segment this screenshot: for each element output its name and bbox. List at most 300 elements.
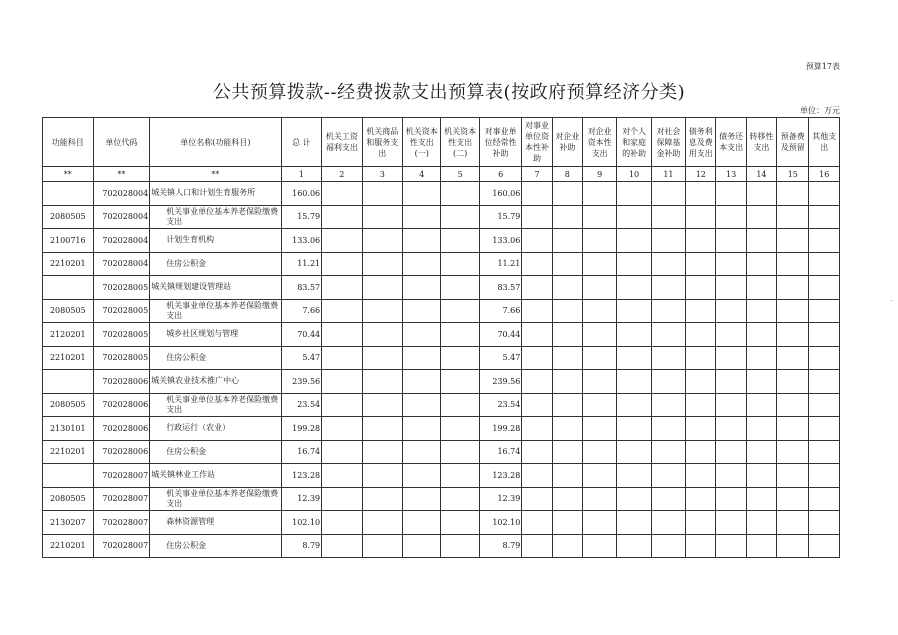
- unit-name-cell: 住房公积金: [150, 534, 281, 558]
- col-6-cell: 199.28: [479, 417, 521, 441]
- unit-name-cell: 机关事业单位基本养老保险缴费支出: [150, 205, 281, 229]
- total-cell: 8.79: [281, 534, 321, 558]
- col-10-cell: [617, 182, 651, 206]
- col-16-cell: [809, 205, 840, 229]
- col-15-cell: [777, 252, 809, 276]
- col-3-cell: [362, 276, 402, 300]
- col-8-cell: [552, 370, 582, 394]
- col-7-cell: [522, 487, 552, 511]
- function-code-cell: 2080505: [43, 299, 94, 323]
- table-row: [43, 440, 840, 464]
- col-7-cell: [522, 417, 552, 441]
- col-16-cell: [809, 487, 840, 511]
- col-3-cell: [362, 182, 402, 206]
- table-row: [43, 393, 840, 417]
- col-12-cell: [686, 511, 716, 535]
- col-5-cell: [441, 323, 479, 347]
- col-11-cell: [651, 252, 685, 276]
- col-16-cell: [809, 346, 840, 370]
- col-16-cell: [809, 464, 840, 488]
- col-5-cell: [441, 370, 479, 394]
- header-row: [43, 118, 840, 167]
- col-2-cell: [322, 393, 362, 417]
- function-code-cell: 2080505: [43, 487, 94, 511]
- column-index-0: **: [43, 167, 94, 182]
- col-9-cell: [583, 205, 617, 229]
- col-6-cell: 15.79: [479, 205, 521, 229]
- column-index-3: 1: [281, 167, 321, 182]
- col-7-cell: [522, 276, 552, 300]
- col-16-cell: [809, 534, 840, 558]
- col-3-cell: [362, 370, 402, 394]
- col-11-cell: [651, 464, 685, 488]
- col-13-cell: [716, 534, 746, 558]
- unit-name-cell: 城关镇林业工作站: [150, 464, 281, 488]
- col-3-cell: [362, 323, 402, 347]
- unit-code-cell: 702028005: [93, 323, 150, 347]
- column-header-13: 对社会保障基金补助: [651, 118, 685, 167]
- unit-name-cell: 森林资源管理: [150, 511, 281, 535]
- unit-code-cell: 702028005: [93, 346, 150, 370]
- col-3-cell: [362, 487, 402, 511]
- col-3-cell: [362, 440, 402, 464]
- col-10-cell: [617, 205, 651, 229]
- form-number: 预算17表: [805, 62, 840, 71]
- col-13-cell: [716, 182, 746, 206]
- table-row: [43, 511, 840, 535]
- col-7-cell: [522, 440, 552, 464]
- col-4-cell: [403, 276, 441, 300]
- col-13-cell: [716, 464, 746, 488]
- col-11-cell: [651, 487, 685, 511]
- unit-code-cell: 702028006: [93, 417, 150, 441]
- function-code-cell: 2210201: [43, 346, 94, 370]
- unit-code-cell: 702028004: [93, 252, 150, 276]
- col-11-cell: [651, 440, 685, 464]
- col-16-cell: [809, 370, 840, 394]
- function-code-cell: 2210201: [43, 534, 94, 558]
- col-12-cell: [686, 182, 716, 206]
- col-5-cell: [441, 464, 479, 488]
- col-8-cell: [552, 252, 582, 276]
- column-header-12: 对个人和家庭的补助: [617, 118, 651, 167]
- col-2-cell: [322, 323, 362, 347]
- col-3-cell: [362, 511, 402, 535]
- column-index-row: [43, 167, 840, 182]
- col-15-cell: [777, 370, 809, 394]
- column-header-2: 单位名称(功能科目): [150, 118, 281, 167]
- col-10-cell: [617, 323, 651, 347]
- col-12-cell: [686, 370, 716, 394]
- function-code-cell: 2100716: [43, 229, 94, 253]
- col-15-cell: [777, 511, 809, 535]
- col-3-cell: [362, 346, 402, 370]
- col-15-cell: [777, 464, 809, 488]
- col-3-cell: [362, 229, 402, 253]
- col-10-cell: [617, 464, 651, 488]
- col-12-cell: [686, 440, 716, 464]
- column-index-11: 9: [583, 167, 617, 182]
- table-row: [43, 534, 840, 558]
- column-index-7: 5: [441, 167, 479, 182]
- col-8-cell: [552, 346, 582, 370]
- col-2-cell: [322, 464, 362, 488]
- col-16-cell: [809, 511, 840, 535]
- col-10-cell: [617, 393, 651, 417]
- total-cell: 16.74: [281, 440, 321, 464]
- column-index-15: 13: [716, 167, 746, 182]
- total-cell: 11.21: [281, 252, 321, 276]
- total-cell: 70.44: [281, 323, 321, 347]
- function-code-cell: [43, 464, 94, 488]
- col-4-cell: [403, 487, 441, 511]
- col-12-cell: [686, 464, 716, 488]
- column-header-14: 债务利息及费用支出: [686, 118, 716, 167]
- unit-code-cell: 702028006: [93, 440, 150, 464]
- column-header-11: 对企业资本性支出: [583, 118, 617, 167]
- col-2-cell: [322, 370, 362, 394]
- unit-code-cell: 702028007: [93, 464, 150, 488]
- col-5-cell: [441, 534, 479, 558]
- col-2-cell: [322, 205, 362, 229]
- col-4-cell: [403, 534, 441, 558]
- table-row: [43, 276, 840, 300]
- column-index-6: 4: [403, 167, 441, 182]
- col-14-cell: [746, 464, 776, 488]
- total-cell: 199.28: [281, 417, 321, 441]
- col-14-cell: [746, 252, 776, 276]
- col-5-cell: [441, 182, 479, 206]
- col-11-cell: [651, 393, 685, 417]
- function-code-cell: [43, 182, 94, 206]
- col-7-cell: [522, 182, 552, 206]
- col-12-cell: [686, 487, 716, 511]
- col-4-cell: [403, 370, 441, 394]
- col-12-cell: [686, 393, 716, 417]
- col-5-cell: [441, 276, 479, 300]
- col-14-cell: [746, 276, 776, 300]
- function-code-cell: 2080505: [43, 205, 94, 229]
- col-5-cell: [441, 417, 479, 441]
- col-9-cell: [583, 534, 617, 558]
- col-5-cell: [441, 299, 479, 323]
- col-2-cell: [322, 511, 362, 535]
- col-11-cell: [651, 205, 685, 229]
- col-8-cell: [552, 417, 582, 441]
- col-11-cell: [651, 417, 685, 441]
- col-11-cell: [651, 534, 685, 558]
- col-9-cell: [583, 417, 617, 441]
- total-cell: 83.57: [281, 276, 321, 300]
- col-9-cell: [583, 299, 617, 323]
- col-8-cell: [552, 276, 582, 300]
- column-index-5: 3: [362, 167, 402, 182]
- col-10-cell: [617, 417, 651, 441]
- col-9-cell: [583, 323, 617, 347]
- col-6-cell: 102.10: [479, 511, 521, 535]
- unit-code-cell: 702028005: [93, 299, 150, 323]
- col-12-cell: [686, 346, 716, 370]
- table-row: [43, 205, 840, 229]
- col-9-cell: [583, 440, 617, 464]
- col-14-cell: [746, 346, 776, 370]
- unit-name-cell: 机关事业单位基本养老保险缴费支出: [150, 299, 281, 323]
- col-14-cell: [746, 205, 776, 229]
- total-cell: 239.56: [281, 370, 321, 394]
- col-10-cell: [617, 487, 651, 511]
- col-9-cell: [583, 252, 617, 276]
- column-index-18: 16: [809, 167, 840, 182]
- col-16-cell: [809, 252, 840, 276]
- col-12-cell: [686, 252, 716, 276]
- col-14-cell: [746, 511, 776, 535]
- budget-table: [42, 117, 840, 558]
- col-8-cell: [552, 205, 582, 229]
- column-index-14: 12: [686, 167, 716, 182]
- col-9-cell: [583, 182, 617, 206]
- table-row: [43, 182, 840, 206]
- unit-name-cell: 住房公积金: [150, 346, 281, 370]
- col-4-cell: [403, 299, 441, 323]
- col-13-cell: [716, 417, 746, 441]
- col-4-cell: [403, 229, 441, 253]
- function-code-cell: [43, 370, 94, 394]
- col-15-cell: [777, 346, 809, 370]
- col-7-cell: [522, 252, 552, 276]
- col-8-cell: [552, 534, 582, 558]
- col-10-cell: [617, 346, 651, 370]
- col-13-cell: [716, 299, 746, 323]
- col-8-cell: [552, 511, 582, 535]
- table-row: [43, 299, 840, 323]
- col-15-cell: [777, 182, 809, 206]
- col-6-cell: 160.06: [479, 182, 521, 206]
- col-6-cell: 7.66: [479, 299, 521, 323]
- column-header-18: 其他支出: [809, 118, 840, 167]
- unit-code-cell: 702028005: [93, 276, 150, 300]
- col-8-cell: [552, 487, 582, 511]
- col-14-cell: [746, 393, 776, 417]
- col-4-cell: [403, 511, 441, 535]
- col-8-cell: [552, 393, 582, 417]
- column-index-1: **: [93, 167, 150, 182]
- col-10-cell: [617, 511, 651, 535]
- col-3-cell: [362, 417, 402, 441]
- col-11-cell: [651, 370, 685, 394]
- function-code-cell: 2130101: [43, 417, 94, 441]
- col-15-cell: [777, 534, 809, 558]
- unit-name-cell: 城关镇人口和计划生育服务所: [150, 182, 281, 206]
- col-6-cell: 11.21: [479, 252, 521, 276]
- col-15-cell: [777, 323, 809, 347]
- col-7-cell: [522, 464, 552, 488]
- col-3-cell: [362, 393, 402, 417]
- col-15-cell: [777, 487, 809, 511]
- col-9-cell: [583, 229, 617, 253]
- col-16-cell: [809, 182, 840, 206]
- table-row: [43, 487, 840, 511]
- col-7-cell: [522, 370, 552, 394]
- column-index-16: 14: [746, 167, 776, 182]
- col-11-cell: [651, 229, 685, 253]
- column-header-6: 机关资本性支出(一): [403, 118, 441, 167]
- total-cell: 160.06: [281, 182, 321, 206]
- col-15-cell: [777, 276, 809, 300]
- unit-code-cell: 702028006: [93, 393, 150, 417]
- col-16-cell: [809, 440, 840, 464]
- unit-name-cell: 机关事业单位基本养老保险缴费支出: [150, 487, 281, 511]
- col-6-cell: 23.54: [479, 393, 521, 417]
- unit-code-cell: 702028004: [93, 229, 150, 253]
- col-14-cell: [746, 440, 776, 464]
- col-4-cell: [403, 393, 441, 417]
- total-cell: 133.06: [281, 229, 321, 253]
- col-13-cell: [716, 323, 746, 347]
- unit-name-cell: 城关镇农业技术推广中心: [150, 370, 281, 394]
- col-7-cell: [522, 229, 552, 253]
- col-9-cell: [583, 346, 617, 370]
- col-10-cell: [617, 252, 651, 276]
- unit-name-cell: 城关镇规划建设管理站: [150, 276, 281, 300]
- table-row: [43, 417, 840, 441]
- unit-name-cell: 城乡社区规划与管理: [150, 323, 281, 347]
- column-index-8: 6: [479, 167, 521, 182]
- col-6-cell: 12.39: [479, 487, 521, 511]
- column-header-1: 单位代码: [93, 118, 150, 167]
- col-2-cell: [322, 346, 362, 370]
- column-index-12: 10: [617, 167, 651, 182]
- column-header-7: 机关资本性支出(二): [441, 118, 479, 167]
- col-9-cell: [583, 393, 617, 417]
- unit-label: 单位：万元: [800, 106, 840, 115]
- col-16-cell: [809, 417, 840, 441]
- col-13-cell: [716, 487, 746, 511]
- col-9-cell: [583, 464, 617, 488]
- col-15-cell: [777, 417, 809, 441]
- col-4-cell: [403, 323, 441, 347]
- col-10-cell: [617, 229, 651, 253]
- column-header-0: 功能科目: [43, 118, 94, 167]
- col-13-cell: [716, 276, 746, 300]
- col-9-cell: [583, 276, 617, 300]
- col-5-cell: [441, 252, 479, 276]
- col-6-cell: 5.47: [479, 346, 521, 370]
- col-4-cell: [403, 417, 441, 441]
- col-9-cell: [583, 511, 617, 535]
- unit-code-cell: 702028004: [93, 182, 150, 206]
- unit-name-cell: 计划生育机构: [150, 229, 281, 253]
- col-2-cell: [322, 182, 362, 206]
- col-4-cell: [403, 346, 441, 370]
- col-15-cell: [777, 205, 809, 229]
- column-header-16: 转移性支出: [746, 118, 776, 167]
- function-code-cell: [43, 276, 94, 300]
- col-5-cell: [441, 440, 479, 464]
- col-14-cell: [746, 229, 776, 253]
- col-11-cell: [651, 511, 685, 535]
- col-7-cell: [522, 534, 552, 558]
- function-code-cell: 2120201: [43, 323, 94, 347]
- col-11-cell: [651, 346, 685, 370]
- col-15-cell: [777, 393, 809, 417]
- col-14-cell: [746, 182, 776, 206]
- col-7-cell: [522, 393, 552, 417]
- col-14-cell: [746, 534, 776, 558]
- unit-code-cell: 702028006: [93, 370, 150, 394]
- col-12-cell: [686, 417, 716, 441]
- col-7-cell: [522, 511, 552, 535]
- col-6-cell: 83.57: [479, 276, 521, 300]
- col-5-cell: [441, 205, 479, 229]
- column-index-2: **: [150, 167, 281, 182]
- col-3-cell: [362, 299, 402, 323]
- table-row: [43, 464, 840, 488]
- unit-code-cell: 702028004: [93, 205, 150, 229]
- unit-name-cell: 住房公积金: [150, 252, 281, 276]
- column-header-15: 债务还本支出: [716, 118, 746, 167]
- col-4-cell: [403, 440, 441, 464]
- col-3-cell: [362, 464, 402, 488]
- col-5-cell: [441, 393, 479, 417]
- column-header-5: 机关商品和服务支出: [362, 118, 402, 167]
- col-6-cell: 8.79: [479, 534, 521, 558]
- col-11-cell: [651, 276, 685, 300]
- col-12-cell: [686, 534, 716, 558]
- col-8-cell: [552, 464, 582, 488]
- col-12-cell: [686, 276, 716, 300]
- col-11-cell: [651, 182, 685, 206]
- column-header-10: 对企业补助: [552, 118, 582, 167]
- col-6-cell: 239.56: [479, 370, 521, 394]
- col-2-cell: [322, 534, 362, 558]
- column-header-17: 预备费及预留: [777, 118, 809, 167]
- col-5-cell: [441, 487, 479, 511]
- col-4-cell: [403, 205, 441, 229]
- col-8-cell: [552, 182, 582, 206]
- col-16-cell: [809, 393, 840, 417]
- col-14-cell: [746, 487, 776, 511]
- col-7-cell: [522, 346, 552, 370]
- col-14-cell: [746, 370, 776, 394]
- col-8-cell: [552, 323, 582, 347]
- col-7-cell: [522, 323, 552, 347]
- col-2-cell: [322, 276, 362, 300]
- col-3-cell: [362, 534, 402, 558]
- table-row: [43, 229, 840, 253]
- col-8-cell: [552, 299, 582, 323]
- table-row: [43, 370, 840, 394]
- col-10-cell: [617, 299, 651, 323]
- col-2-cell: [322, 252, 362, 276]
- col-7-cell: [522, 299, 552, 323]
- unit-code-cell: 702028007: [93, 487, 150, 511]
- function-code-cell: 2210201: [43, 440, 94, 464]
- column-index-17: 15: [777, 167, 809, 182]
- col-11-cell: [651, 323, 685, 347]
- unit-code-cell: 702028007: [93, 511, 150, 535]
- col-8-cell: [552, 440, 582, 464]
- col-11-cell: [651, 299, 685, 323]
- total-cell: 102.10: [281, 511, 321, 535]
- col-12-cell: [686, 205, 716, 229]
- page-title: 公共预算拨款--经费拨款支出预算表(按政府预算经济分类): [212, 82, 686, 103]
- col-13-cell: [716, 511, 746, 535]
- col-10-cell: [617, 440, 651, 464]
- col-16-cell: [809, 299, 840, 323]
- col-14-cell: [746, 417, 776, 441]
- col-13-cell: [716, 440, 746, 464]
- col-6-cell: 16.74: [479, 440, 521, 464]
